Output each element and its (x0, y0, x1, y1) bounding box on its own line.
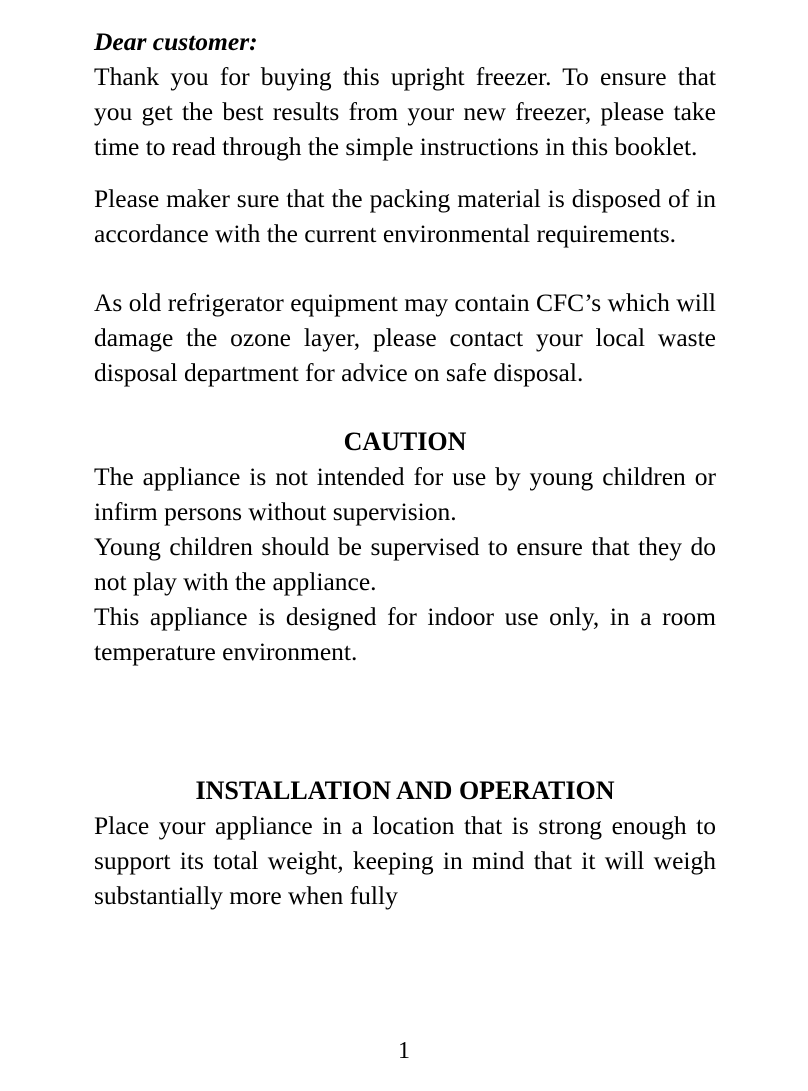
paragraph-caution-indoor-use: This appliance is designed for indoor use only, in a room temperature environment. (94, 602, 716, 666)
paragraph-cfc-disposal: As old refrigerator equipment may contain CFC’s which will damage the ozone layer, please contact your local waste disposal department for advice on safe disposal. (94, 288, 716, 387)
paragraph-intro: Thank you for buying this upright freezer. To ensure that you get the best results from your new freezer, please take time to read through the simple instructions in this booklet. (94, 62, 716, 161)
page-content (94, 24, 716, 913)
page-number: 1 (398, 1038, 410, 1064)
salutation: Dear customer: (94, 27, 258, 56)
installation-heading: INSTALLATION AND OPERATION (195, 776, 615, 805)
paragraph-packing-material: Please maker sure that the packing material is disposed of in accordance with the current environmental requirements. (94, 184, 716, 248)
paragraph-caution-children: The appliance is not intended for use by young children or infirm persons without supervision. (94, 462, 716, 526)
caution-heading: CAUTION (343, 427, 467, 456)
paragraph-installation-location: Place your appliance in a location that is strong enough to support its total weight, keeping in mind that it will weigh substantially more when fully (94, 811, 716, 910)
paragraph-caution-supervision: Young children should be supervised to ensure that they do not play with the appliance. (94, 532, 716, 596)
